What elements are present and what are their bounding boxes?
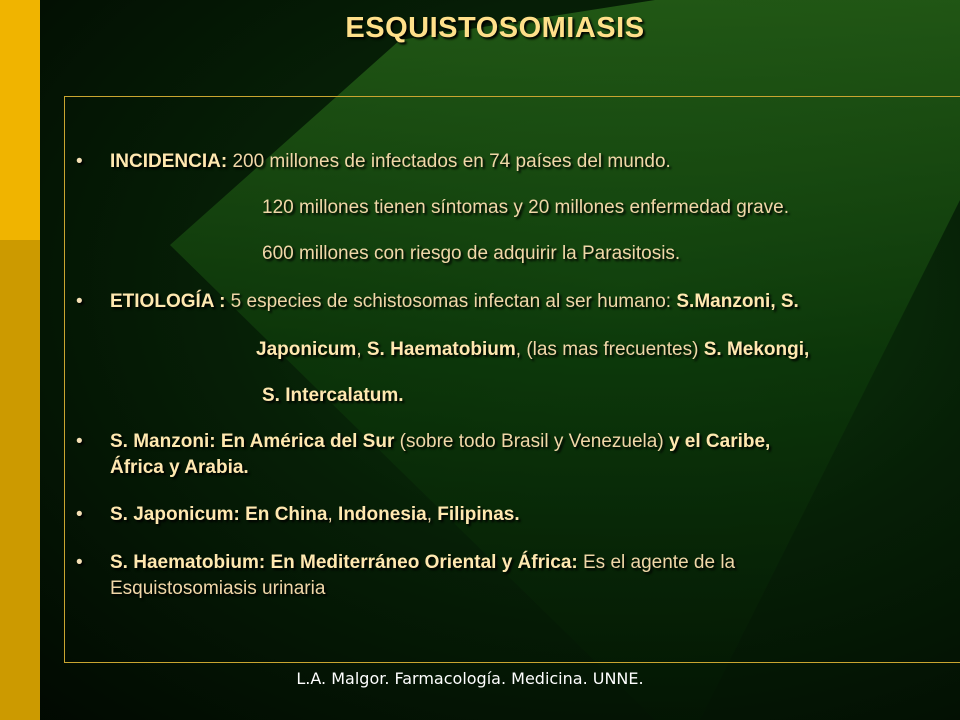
manzoni-tail: y el Caribe, bbox=[668, 431, 771, 452]
haematobium-tail: Es el agente de la bbox=[577, 552, 736, 573]
incidencia-line-3: 600 millones con riesgo de adquirir la Parasitosis. bbox=[262, 243, 681, 264]
species-mekongi: S. Mekongi, bbox=[703, 339, 810, 360]
footer-credit: L.A. Malgor. Farmacología. Medicina. UNNE. bbox=[296, 669, 644, 688]
etiologia-line-2 bbox=[256, 338, 809, 362]
frequency-note: (las mas frecuentes) bbox=[526, 339, 699, 360]
separator: , bbox=[327, 504, 339, 525]
separator: , bbox=[356, 339, 367, 360]
etiologia-text: 5 especies de schistosomas infectan al ser humano: bbox=[225, 291, 677, 312]
incidencia-label: INCIDENCIA: bbox=[110, 151, 228, 172]
japonicum-line bbox=[110, 503, 520, 527]
haematobium-label: S. Haematobium: En Mediterráneo Oriental y África: bbox=[110, 552, 578, 573]
etiologia-label: ETIOLOGÍA : bbox=[110, 291, 226, 312]
japonicum-place-3: Filipinas. bbox=[437, 504, 520, 525]
bullet-marker: • bbox=[76, 151, 83, 172]
species-manzoni: S.Manzoni bbox=[676, 291, 771, 312]
etiologia-line-1 bbox=[110, 290, 799, 314]
haematobium-line-2: Esquistosomiasis urinaria bbox=[110, 578, 326, 599]
etiologia-continuation: , S. bbox=[770, 291, 799, 312]
manzoni-line-2: África y Arabia. bbox=[110, 457, 249, 478]
species-japonicum: Japonicum bbox=[256, 339, 357, 360]
slide-title: ESQUISTOSOMIASIS bbox=[345, 12, 645, 44]
separator: , bbox=[426, 504, 438, 525]
incidencia-line-2: 120 millones tienen síntomas y 20 millones enfermedad grave. bbox=[262, 197, 790, 218]
separator: , bbox=[515, 339, 527, 360]
bullet-marker: • bbox=[76, 552, 83, 573]
species-haematobium: S. Haematobium bbox=[366, 339, 516, 360]
japonicum-place-2: Indonesia bbox=[338, 504, 427, 525]
manzoni-mid: (sobre todo Brasil y Venezuela) bbox=[394, 431, 669, 452]
japonicum-label: S. Japonicum: En China bbox=[110, 504, 328, 525]
bullet-marker: • bbox=[76, 431, 83, 452]
bullet-marker: • bbox=[76, 291, 83, 312]
incidencia-line-1 bbox=[110, 150, 671, 174]
incidencia-text: 200 millones de infectados en 74 países del mundo. bbox=[227, 151, 671, 172]
species-intercalatum: S. Intercalatum. bbox=[262, 385, 404, 406]
bullet-marker: • bbox=[76, 504, 83, 525]
haematobium-line-1 bbox=[110, 551, 735, 575]
manzoni-label: S. Manzoni: En América del Sur bbox=[110, 431, 395, 452]
manzoni-line-1 bbox=[110, 430, 770, 454]
